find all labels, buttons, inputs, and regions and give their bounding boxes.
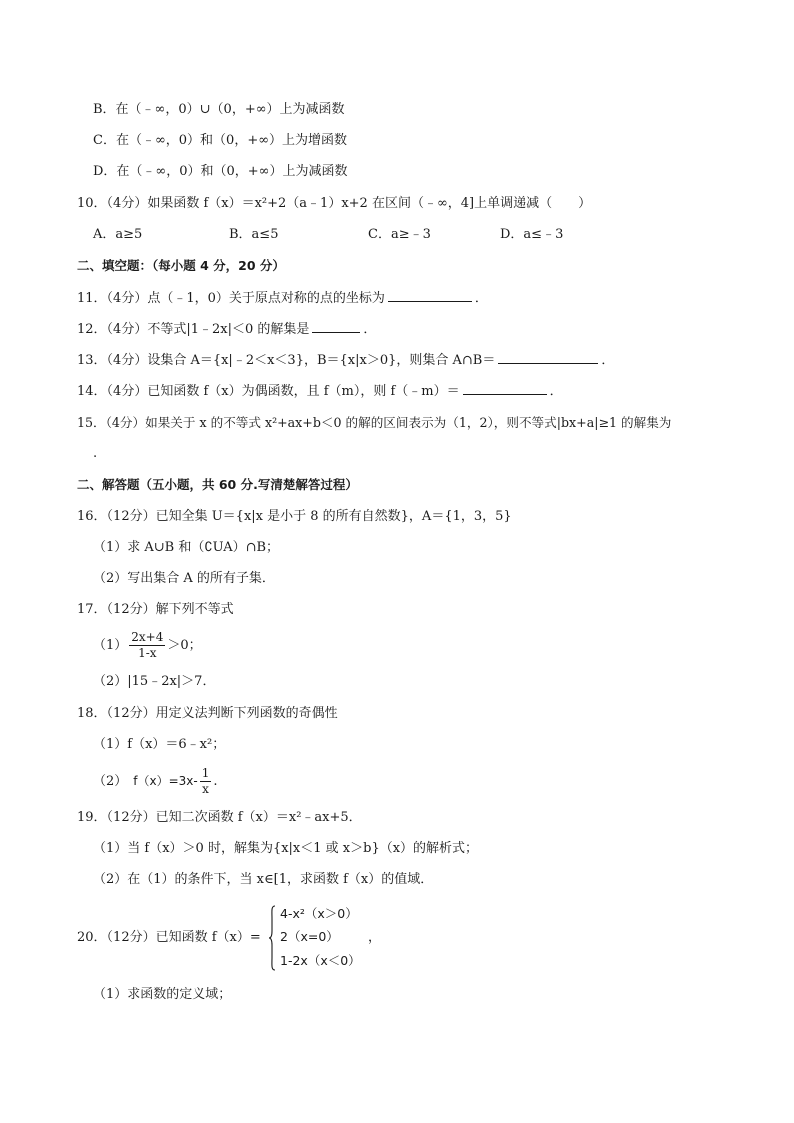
q13-answer-blank[interactable] bbox=[498, 351, 598, 364]
q18-stem: 18．（12分）用定义法判断下列函数的奇偶性 bbox=[77, 706, 338, 721]
q20-case3: 1-2x（x＜0） bbox=[280, 953, 361, 968]
q10-option-d: D．a≤﹣3 bbox=[500, 227, 564, 242]
q19-stem: 19．（12分）已知二次函数 f（x）＝x²﹣ax+5． bbox=[77, 810, 362, 825]
left-brace-icon bbox=[268, 905, 276, 971]
q20-case1: 4-x²（x＞0） bbox=[280, 906, 358, 921]
q20-case2: 2（x=0） bbox=[280, 929, 339, 944]
q18-fraction-numerator: 1 bbox=[201, 766, 210, 780]
q10-option-c: C．a≥﹣3 bbox=[368, 227, 431, 242]
q11-answer-blank[interactable] bbox=[388, 289, 472, 302]
q18-fraction bbox=[200, 766, 212, 797]
q17-fraction-denominator: 1-x bbox=[138, 646, 157, 660]
q17-part1-tail: ＞0； bbox=[167, 638, 202, 653]
section-solve-heading: 二、解答题（五小题，共 60 分.写清楚解答过程） bbox=[77, 477, 358, 492]
q19-part1: （1）当 f（x）＞0 时，解集为{x|x＜1 或 x＞b}（x）的解析式； bbox=[93, 841, 479, 856]
q17-fraction bbox=[129, 630, 165, 661]
q17-fraction-numerator: 2x+4 bbox=[131, 630, 164, 644]
q12-end: ． bbox=[363, 322, 377, 337]
q13-end: ． bbox=[601, 353, 615, 368]
q9-option-d: D．在（﹣∞，0）和（0，+∞）上为减函数 bbox=[93, 164, 348, 179]
q13 bbox=[77, 351, 614, 370]
q18-part2-expr: f（x）=3x- bbox=[133, 774, 198, 788]
q16-stem: 16．（12分）已知全集 U＝{x|x 是小于 8 的所有自然数}，A＝{1，3，5} bbox=[77, 509, 512, 524]
q14-text: 14．（4分）已知函数 f（x）为偶函数，且 f（m），则 f（﹣m）＝ bbox=[77, 384, 460, 399]
q13-text: 13．（4分）设集合 A＝{x|﹣2＜x＜3}，B＝{x|x＞0}，则集合 A∩B＝ bbox=[77, 353, 496, 368]
q12-text: 12．（4分）不等式|1﹣2x|＜0 的解集是 bbox=[77, 322, 310, 337]
q17-stem: 17．（12分）解下列不等式 bbox=[77, 602, 234, 617]
section-fill-in-heading: 二、填空题：（每小题 4 分，20 分） bbox=[77, 258, 285, 273]
q14 bbox=[77, 382, 563, 401]
q16-part2: （2）写出集合 A 的所有子集． bbox=[93, 571, 275, 586]
q20-comma: ， bbox=[368, 930, 382, 945]
q17-part2: （2）|15﹣2x|＞7． bbox=[93, 674, 216, 689]
q20-stem: 20．（12分）已知函数 f（x）= bbox=[77, 930, 261, 945]
q18-part1: （1）f（x）＝6﹣x²； bbox=[93, 737, 226, 752]
q17-part1-label: （1） bbox=[93, 638, 128, 653]
q11 bbox=[77, 289, 488, 308]
q10-option-b: B．a≤5 bbox=[229, 227, 279, 242]
q15-line1: 15．（4分）如果关于 x 的不等式 x²+ax+b＜0 的解的区间表示为（1，2），则不等式|bx+a|≥1 的解集为 bbox=[77, 415, 672, 430]
q9-option-b: B．在（﹣∞，0）∪（0，+∞）上为减函数 bbox=[93, 102, 345, 117]
q10-option-a: A．a≥5 bbox=[93, 227, 143, 242]
q17-part1 bbox=[93, 627, 202, 665]
q20-part1: （1）求函数的定义域； bbox=[93, 987, 232, 1002]
q15-line2: . bbox=[93, 446, 98, 461]
q14-end: ． bbox=[549, 384, 563, 399]
q18-part2-label: （2） bbox=[93, 774, 128, 789]
q18-fraction-denominator: x bbox=[202, 782, 209, 796]
q11-text: 11．（4分）点（﹣1，0）关于原点对称的点的坐标为 bbox=[77, 291, 385, 306]
q19-part2: （2）在（1）的条件下，当 x∈[1，求函数 f（x）的值域． bbox=[93, 872, 434, 887]
q12-answer-blank[interactable] bbox=[312, 320, 360, 333]
q18-part2 bbox=[93, 762, 218, 801]
q18-part2-tail: . bbox=[213, 774, 218, 789]
q11-end: ． bbox=[474, 291, 488, 306]
q10-stem: 10．（4分）如果函数 f（x）＝x²+2（a﹣1）x+2 在区间（﹣∞，4]上单调递减（ ） bbox=[77, 196, 592, 211]
q12 bbox=[77, 320, 376, 339]
q14-answer-blank[interactable] bbox=[463, 382, 547, 395]
q9-option-c: C．在（﹣∞，0）和（0，+∞）上为增函数 bbox=[93, 133, 348, 148]
q16-part1: （1）求 A∪B 和（∁UA）∩B； bbox=[93, 540, 280, 555]
